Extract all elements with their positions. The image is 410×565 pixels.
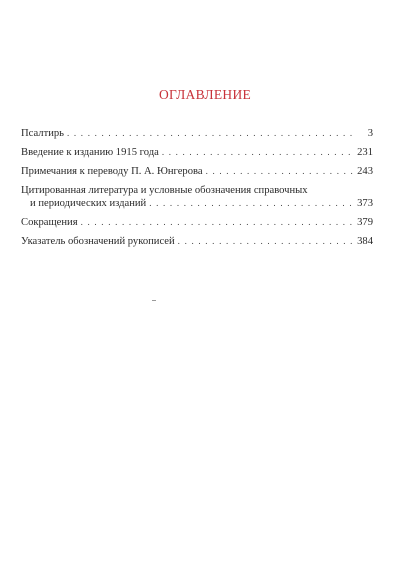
toc-leader-dots xyxy=(149,197,354,210)
toc-entry[interactable] xyxy=(21,165,373,178)
toc-entry-label: Примечания к переводу П. А. Юнгерова xyxy=(21,166,203,177)
toc-entry-page: 231 xyxy=(357,147,373,158)
toc-entry-label: Цитированная литература и условные обозначения справочных xyxy=(21,185,308,196)
toc-entry-label: Введение к изданию 1915 года xyxy=(21,147,159,158)
toc-entry-label: Псалтирь xyxy=(21,128,64,139)
toc-entry-page: 373 xyxy=(357,198,373,209)
toc-entry-page: 243 xyxy=(357,166,373,177)
toc-leader-dots xyxy=(178,235,354,248)
toc-entry[interactable] xyxy=(21,216,373,229)
toc-leader-dots xyxy=(81,216,354,229)
toc-entry[interactable] xyxy=(21,184,373,210)
toc-title: ОГЛАВЛЕНИЕ xyxy=(158,87,252,102)
print-speck xyxy=(152,300,156,301)
toc-entry-label: Указатель обозначений рукописей xyxy=(21,236,175,247)
toc-entry-page: 379 xyxy=(357,217,373,228)
toc-entry-label: Сокращения xyxy=(21,217,78,228)
toc-entry[interactable] xyxy=(21,235,373,248)
toc-leader-dots xyxy=(206,165,354,178)
toc-entry-page: 384 xyxy=(357,236,373,247)
toc-entry[interactable] xyxy=(21,146,373,159)
toc-leader-dots xyxy=(67,127,354,140)
table-of-contents xyxy=(21,127,373,254)
toc-entry-page: 3 xyxy=(367,128,373,139)
toc-entry[interactable] xyxy=(21,127,373,140)
toc-entry-label-continued: и периодических изданий xyxy=(30,198,147,209)
toc-leader-dots xyxy=(162,146,354,159)
